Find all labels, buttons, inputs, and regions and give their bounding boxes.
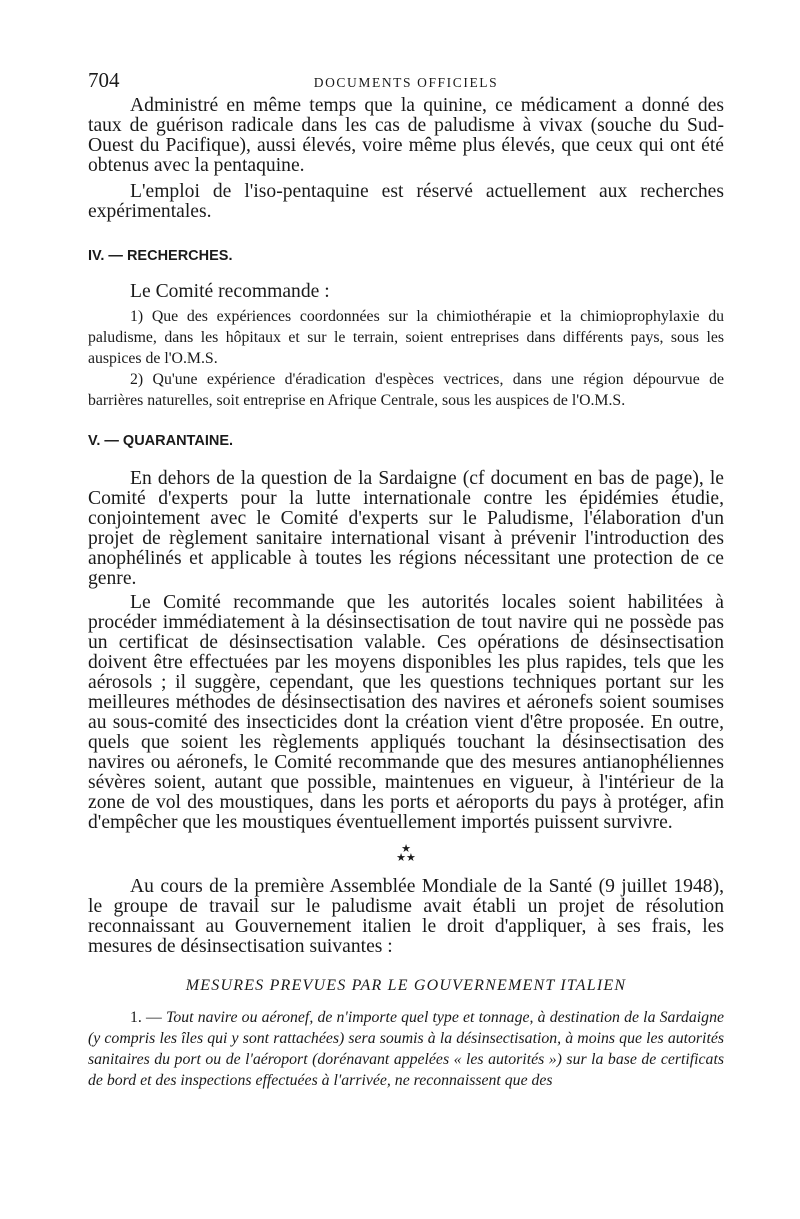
running-title: DOCUMENTS OFFICIELS xyxy=(313,75,499,90)
paragraph-iso-pentaquine: L'emploi de l'iso-pentaquine est réservé actuellement aux recherches expérimentales. xyxy=(88,181,724,222)
paragraph-efficacy: Administré en même temps que la quinine, ce médicament a donné des taux de guérison radicale dans les cas de paludisme à vivax (souche du Sud-Ouest du Pacifique), aussi élevés, voire même plus élevés, que ceux qui ont été obtenus avec la pentaquine. xyxy=(88,95,724,176)
page-number: 704 xyxy=(88,68,120,92)
list-item-recherche-1: 1) Que des expériences coordonnées sur la chimiothérapie et la chimioprophylaxie du paludisme, dans les hôpitaux et sur le terrain, soient entreprises dans différents pays, sous les auspices de l'O.M.S. xyxy=(88,308,724,367)
paragraph-recommande: Le Comité recommande : xyxy=(130,281,330,302)
section-heading-recherches: IV. — RECHERCHES. xyxy=(88,248,233,264)
stars-icon: ★★ xyxy=(396,852,416,864)
list-item-recherche-2: 2) Qu'une expérience d'éradication d'espèces vectrices, dans une région dépourvue de barrières naturelles, soit entreprise en Afrique Centrale, sous les auspices de l'O.M.S. xyxy=(88,371,724,409)
star-icon: ★ xyxy=(401,843,411,855)
paragraph-assemblee: Au cours de la première Assemblée Mondiale de la Santé (9 juillet 1948), le groupe de travail sur le paludisme avait établi un projet de résolution reconnaissant au Gouvernement italien le droit d'appliquer, à ses frais, les mesures de désinsectisation suivantes : xyxy=(88,876,724,957)
measure-text: Tout navire ou aéronef, de n'importe quel type et tonnage, à destination de la Sardaigne (y compris les îles qui y sont rattachées) sera soumis à la désinsectisation, à moins que les autorités sanitaires du port ou de l'aéroport (dorénavant appelées « les autorités ») sur la base de certificats de bord et des inspections effectuées à l'arrivée, ne reconnaissent que des xyxy=(88,1009,724,1089)
subheading-mesures: MESURES PREVUES PAR LE GOUVERNEMENT ITALIEN xyxy=(185,977,627,994)
measure-number: 1. — xyxy=(130,1009,162,1026)
document-page xyxy=(88,68,724,1091)
paragraph-mesure-1 xyxy=(88,1007,724,1091)
section-heading-quarantaine: V. — QUARANTAINE. xyxy=(88,433,234,449)
section-separator-stars xyxy=(88,845,724,863)
paragraph-desinsectisation: Le Comité recommande que les autorités locales soient habilitées à procéder immédiatement à la désinsectisation de tout navire qui ne possède pas un certificat de désinsectisation valable. Ces opérations de désinsectisation doivent être effectuées par les moyens disponibles les plus rapides, tels que les aérosols ; il suggère, cependant, que les questions techniques portant sur les meilleures méthodes de désinsectisation des navires et aéronefs soient soumises au sous-comité des insecticides dont la création vient d'être proposée. En outre, quels que soient les règlements appliqués touchant la désinsectisation des navires ou aéronefs, le Comité recommande que des mesures antianophéliennes sévères soient, autant que possible, maintenues en vigueur, à l'intérieur de la zone de vol des moustiques, dans les ports et aéroports du pays à protéger, afin d'empêcher que les moustiques éventuellement importés puissent survivre. xyxy=(88,592,724,833)
page-header xyxy=(88,68,724,92)
paragraph-sardaigne: En dehors de la question de la Sardaigne (cf document en bas de page), le Comité d'experts pour la lutte internationale contre les épidémies étudie, conjointement avec le Comité d'experts sur le Paludisme, l'élaboration d'un projet de règlement sanitaire international visant à prévenir l'introduction des anophélinés et applicable à toutes les régions nécessitant une protection de ce genre. xyxy=(88,468,724,589)
